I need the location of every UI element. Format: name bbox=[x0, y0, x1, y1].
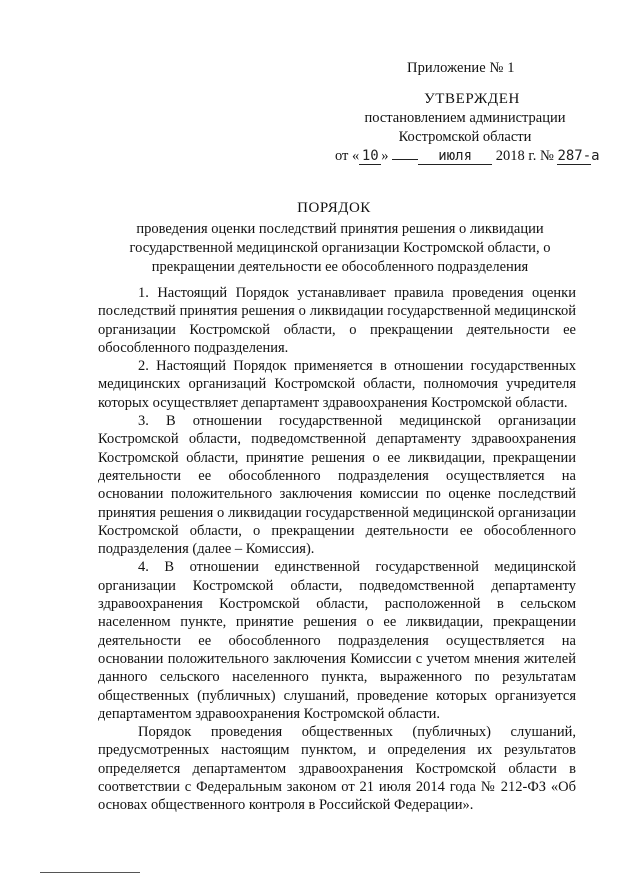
paragraph-2: 2. Настоящий Порядок применяется в отношении государственных медицинских организаций Костромской области, полномочия учредителя которых осуществляет департамент здравоохранения Костромской области. bbox=[98, 358, 576, 411]
document-title: ПОРЯДОК bbox=[297, 200, 371, 216]
document-subtitle: проведения оценки последствий принятия решения о ликвидации государственной медицинской организации Костромской области, о прекращении деятельности ее обособленного подразделения bbox=[129, 221, 551, 275]
paragraph-4: 4. В отношении единственной государственной медицинской организации Костромской области, подведомственной департаменту здравоохранения Костромской области, расположенной в сельском населенном пункте, принятие решения о ее ликвидации, прекращении деятельности ее обособленного подразделения осуществляется на основании положительного заключения Комиссии с учетом мнения жителей данного сельского населенного пункта, выраженного по результатам общественных (публичных) слушаний, проведение которых организуется департаментом здравоохранения Костромской области. bbox=[98, 559, 576, 722]
date-prefix: от « bbox=[335, 148, 360, 164]
date-year: 2018 г. № bbox=[495, 148, 554, 164]
approved-heading: УТВЕРЖДЕН bbox=[424, 91, 520, 107]
date-day: 10 bbox=[359, 149, 381, 165]
paragraph-3: 3. В отношении государственной медицинской организации Костромской области, подведомственной департаменту здравоохранения Костромской области, принятие решения о ее ликвидации, прекращении деятельности ее обособленного подразделения осуществляется на основании положительного заключения комиссии по оценке последствий принятия решения о ликвидации государственной медицинской организации Костромской области, о прекращении деятельности ее обособленного подразделения (далее – Комиссия). bbox=[98, 413, 576, 558]
footer-rule bbox=[40, 872, 140, 873]
approved-line-1: постановлением администрации bbox=[364, 110, 566, 126]
paragraph-5: Порядок проведения общественных (публичных) слушаний, предусмотренных настоящим пунктом, и определения их результатов определяется департаментом здравоохранения Костромской области в соответствии с Федеральным законом от 21 июля 2014 года № 212-ФЗ «Об основах общественного контроля в Российской Федерации». bbox=[98, 724, 576, 814]
approved-line-2: Костромской области bbox=[398, 129, 532, 145]
paragraph-1: 1. Настоящий Порядок устанавливает правила проведения оценки последствий принятия решения о ликвидации государственной медицинской организации Костромской области, о прекращении деятельности ее обособленного подразделения. bbox=[98, 285, 576, 356]
approval-date-line bbox=[335, 147, 600, 165]
date-blank bbox=[392, 147, 418, 160]
date-mid: » bbox=[381, 148, 389, 164]
document-body bbox=[98, 284, 576, 815]
date-number: 287-а bbox=[557, 148, 600, 164]
date-month: июля bbox=[418, 149, 492, 165]
approval-block bbox=[330, 90, 600, 147]
appendix-label: Приложение № 1 bbox=[407, 60, 515, 76]
